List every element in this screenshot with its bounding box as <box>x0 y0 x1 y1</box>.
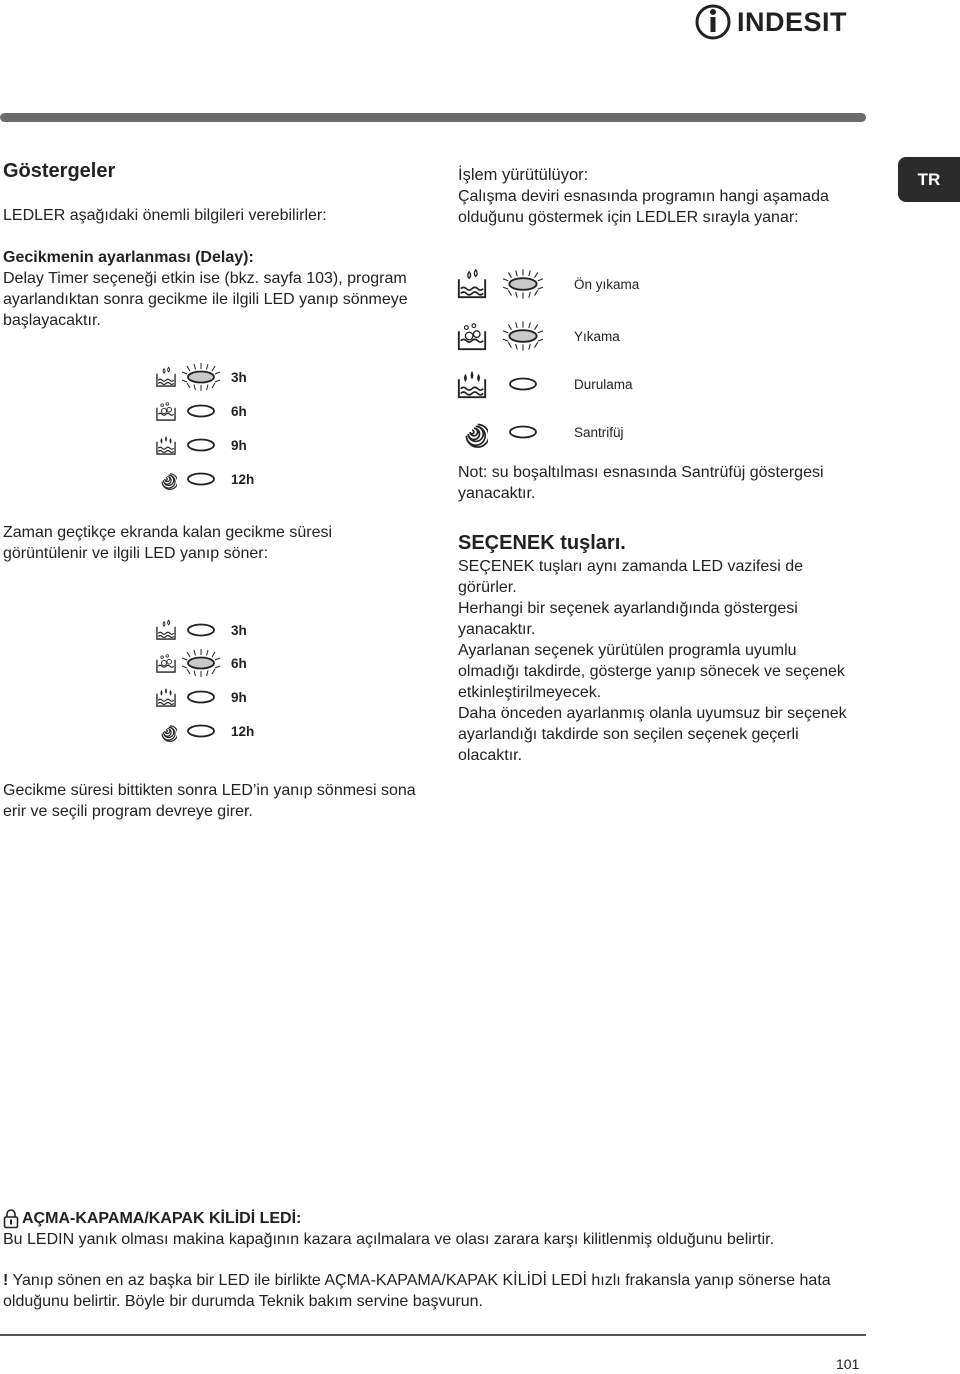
lock-heading-row <box>3 1208 301 1229</box>
delay-label: 12h <box>231 471 255 487</box>
error-mark: ! <box>3 1272 9 1289</box>
panel1-row-12h <box>155 468 254 490</box>
lock-heading: AÇMA-KAPAMA/KAPAK KİLİDİ LEDİ: <box>22 1210 302 1227</box>
options-line: Herhangi bir seçenek ayarlandığında göstergesi yanacaktır. <box>458 600 798 638</box>
wash-icon <box>456 320 488 352</box>
delay-text: Delay Timer seçeneği etkin ise (bkz. sayfa 103), program ayarlandıktan sonra gecikme ile ilgili LED yanıp sönmeye başlayacaktır. <box>3 270 408 329</box>
led-off-icon <box>181 437 221 453</box>
wash-icon <box>155 652 177 674</box>
phase-panel <box>456 268 756 458</box>
phase-label: Ön yıkama <box>574 276 640 292</box>
led-off-icon <box>181 689 221 705</box>
led-off-icon <box>181 403 221 419</box>
options-text <box>458 556 858 766</box>
section-heading-running: İşlem yürütülüyor: <box>458 166 589 184</box>
phase-label: Yıkama <box>574 328 620 344</box>
delay-heading: Gecikmenin ayarlanması (Delay): <box>3 249 254 266</box>
spin-icon <box>456 416 488 448</box>
indesit-logo <box>693 0 853 44</box>
delay-label: 3h <box>231 622 247 638</box>
panel1-row-3h <box>155 362 247 392</box>
delay-label: 6h <box>231 655 247 671</box>
language-tab: TR <box>898 157 960 202</box>
brand-name: INDESIT <box>737 7 848 37</box>
options-line: SEÇENEK tuşları aynı zamanda LED vazifesi de görürler. <box>458 558 804 596</box>
panel2-row-3h <box>155 619 247 641</box>
prewash-icon <box>155 366 177 388</box>
header-divider <box>0 113 866 122</box>
led-off-icon <box>181 471 221 487</box>
phase-row-rinse <box>456 368 633 400</box>
phase-row-spin <box>456 416 624 448</box>
countdown-text: Zaman geçtikçe ekranda kalan gecikme süresi görüntülenir ve ilgili LED yanıp söner: <box>3 524 333 562</box>
phase-label: Santrifüj <box>574 424 624 440</box>
options-line: Ayarlanan seçenek yürütülen programla uyumlu olmadığı takdirde, gösterge yanıp sönecek ve seçenek etkinleştirilmeyecek. <box>458 642 845 701</box>
panel2-row-6h <box>155 648 247 678</box>
section-heading-indicators: Göstergeler <box>3 160 116 182</box>
lock-text: Bu LEDIN yanık olması makina kapağının kazara açılmalara ve olası zarara karşı kilitlenmiş olduğunu belirtir. <box>3 1231 775 1248</box>
spin-icon <box>155 720 177 742</box>
panel1-row-9h <box>155 434 247 456</box>
spin-icon <box>155 468 177 490</box>
delay-end-text: Gecikme süresi bittikten sonra LED’in yanıp sönmesi sona erir ve seçili program devreye girer. <box>3 782 416 820</box>
indicators-intro: LEDLER aşağıdaki önemli bilgileri verebilirler: <box>3 207 327 224</box>
phase-label: Durulama <box>574 376 633 392</box>
delay-label: 12h <box>231 723 255 739</box>
phase-row-wash <box>456 320 620 352</box>
led-off-icon <box>181 622 221 638</box>
panel2-row-9h <box>155 686 247 708</box>
phase-row-prewash <box>456 268 639 300</box>
led-off-icon <box>181 723 221 739</box>
led-off-icon <box>502 424 544 440</box>
spin-note: Not: su boşaltılması esnasında Santrüfüj göstergesi yanacaktır. <box>458 464 824 502</box>
lock-icon <box>3 1209 19 1229</box>
led-blinking-icon <box>502 320 544 352</box>
rinse-icon <box>155 434 177 456</box>
delay-panel-2 <box>155 614 265 749</box>
panel1-row-6h <box>155 400 247 422</box>
delay-label: 6h <box>231 403 247 419</box>
led-blinking-icon <box>502 268 544 300</box>
delay-label: 9h <box>231 689 247 705</box>
panel2-row-12h <box>155 720 254 742</box>
prewash-icon <box>456 268 488 300</box>
page-number: 101 <box>836 1356 860 1372</box>
error-text: Yanıp sönen en az başka bir LED ile birlikte AÇMA-KAPAMA/KAPAK KİLİDİ LEDİ hızlı frakansla yanıp sönerse hata olduğunu belirtir. Böyle bir durumda Teknik bakım servine başvurun. <box>3 1272 831 1310</box>
led-blinking-icon <box>181 648 221 678</box>
running-intro: Çalışma deviri esnasında programın hangi aşamada olduğunu göstermek için LEDLER sırayla yanar: <box>458 188 829 226</box>
delay-label: 3h <box>231 369 247 385</box>
rinse-icon <box>456 368 488 400</box>
led-blinking-icon <box>181 362 221 392</box>
rinse-icon <box>155 686 177 708</box>
delay-panel-1 <box>155 362 265 497</box>
prewash-icon <box>155 619 177 641</box>
delay-label: 9h <box>231 437 247 453</box>
error-text-block <box>3 1270 843 1312</box>
led-off-icon <box>502 376 544 392</box>
options-heading: SEÇENEK tuşları. <box>458 532 626 554</box>
wash-icon <box>155 400 177 422</box>
footer-divider <box>0 1334 866 1336</box>
options-line: Daha önceden ayarlanmış olanla uyumsuz bir seçenek ayarlandığı takdirde son seçilen seçenek geçerli olacaktır. <box>458 705 847 764</box>
